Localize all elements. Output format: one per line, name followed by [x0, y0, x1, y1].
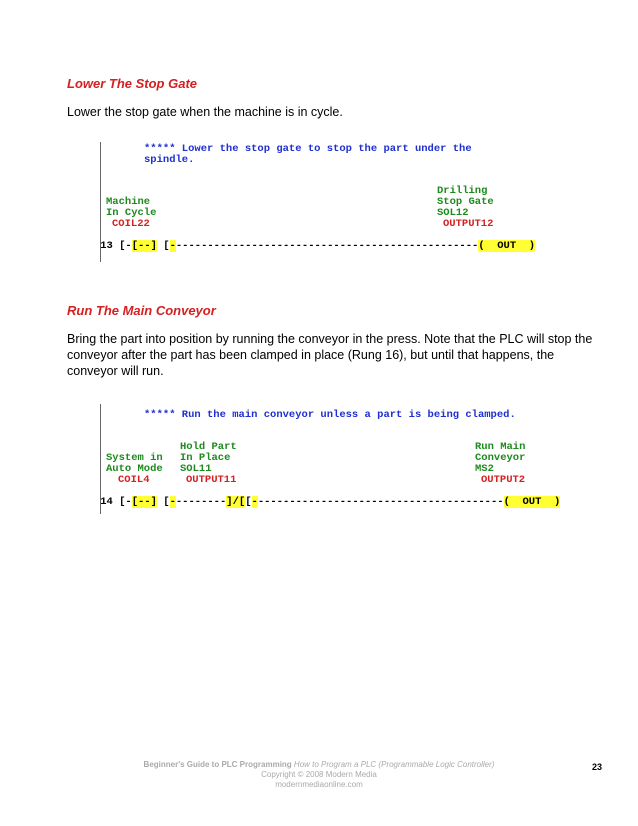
rung-comment: ***** Lower the stop gate to stop the part under the	[144, 143, 472, 155]
rung-wire: --------	[175, 496, 227, 508]
section-heading-stop-gate: Lower The Stop Gate	[67, 76, 198, 91]
output-tag: SOL12	[437, 207, 469, 219]
contact-symbol: [--]	[131, 240, 157, 252]
section-description-main-conveyor: Bring the part into position by running the conveyor in the press. Note that the PLC will stop the conveyor after the part has been clamped in place (Rung 16), but until that happens, the conveyor will run.	[67, 332, 593, 378]
contact-name: In Place	[180, 452, 231, 464]
rung-wire: ---------------------------------------	[257, 496, 504, 508]
output-name: Conveyor	[475, 452, 526, 464]
ladder-rung-13: ***** Lower the stop gate to stop the part under the spindle. Drilling Machine Stop Gate In Cycle SOL12 COIL22 OUTPUT12 13 [-[--] [-------------------------------------------------( OUT )	[75, 140, 545, 265]
footer-title-line	[0, 760, 638, 770]
output-coil: ( OUT )	[503, 496, 561, 508]
output-name: Drilling	[437, 185, 488, 197]
contact-tag: SOL11	[180, 463, 212, 475]
contact-name: In Cycle	[106, 207, 157, 219]
output-coil: ( OUT )	[478, 240, 536, 252]
output-address: OUTPUT12	[443, 218, 494, 230]
footer-book-title: Beginner's Guide to PLC Programming	[143, 760, 292, 769]
rung-number: 14	[100, 496, 113, 508]
rung-comment: spindle.	[144, 154, 195, 166]
rung-wire: ------------------------------------------------	[175, 240, 479, 252]
rung-comment: ***** Run the main conveyor unless a part is being clamped.	[144, 409, 516, 421]
footer-subtitle: How to Program a PLC (Programmable Logic Controller)	[293, 760, 495, 769]
contact-name: Hold Part	[180, 441, 237, 453]
contact-symbol-nc: ]/[	[226, 496, 246, 508]
section-heading-main-conveyor: Run The Main Conveyor	[67, 303, 216, 318]
output-tag: MS2	[475, 463, 494, 475]
contact-name: Auto Mode	[106, 463, 163, 475]
contact-name: System in	[106, 452, 163, 464]
output-name: Stop Gate	[437, 196, 494, 208]
footer-website: modernmediaonline.com	[275, 780, 363, 789]
section-description-stop-gate: Lower the stop gate when the machine is in cycle.	[67, 105, 343, 119]
output-address: OUTPUT2	[481, 474, 526, 486]
footer-copyright: Copyright © 2008 Modern Media	[261, 770, 377, 779]
contact-name: Machine	[106, 196, 151, 208]
page-number: 23	[591, 762, 602, 772]
contact-address: COIL4	[118, 474, 150, 486]
output-name: Run Main	[475, 441, 526, 453]
contact-address: OUTPUT11	[186, 474, 237, 486]
contact-address: COIL22	[112, 218, 150, 230]
contact-symbol: [--]	[131, 496, 157, 508]
ladder-rung-14: ***** Run the main conveyor unless a part is being clamped. Hold Part Run Main System in In Place Conveyor Auto Mode SOL11 MS2 COIL4 OUTPUT11 OUTPUT2 14 [-[--] [---------]/[[----------------------------------------( OUT )	[75, 402, 545, 527]
rung-number: 13	[100, 240, 113, 252]
